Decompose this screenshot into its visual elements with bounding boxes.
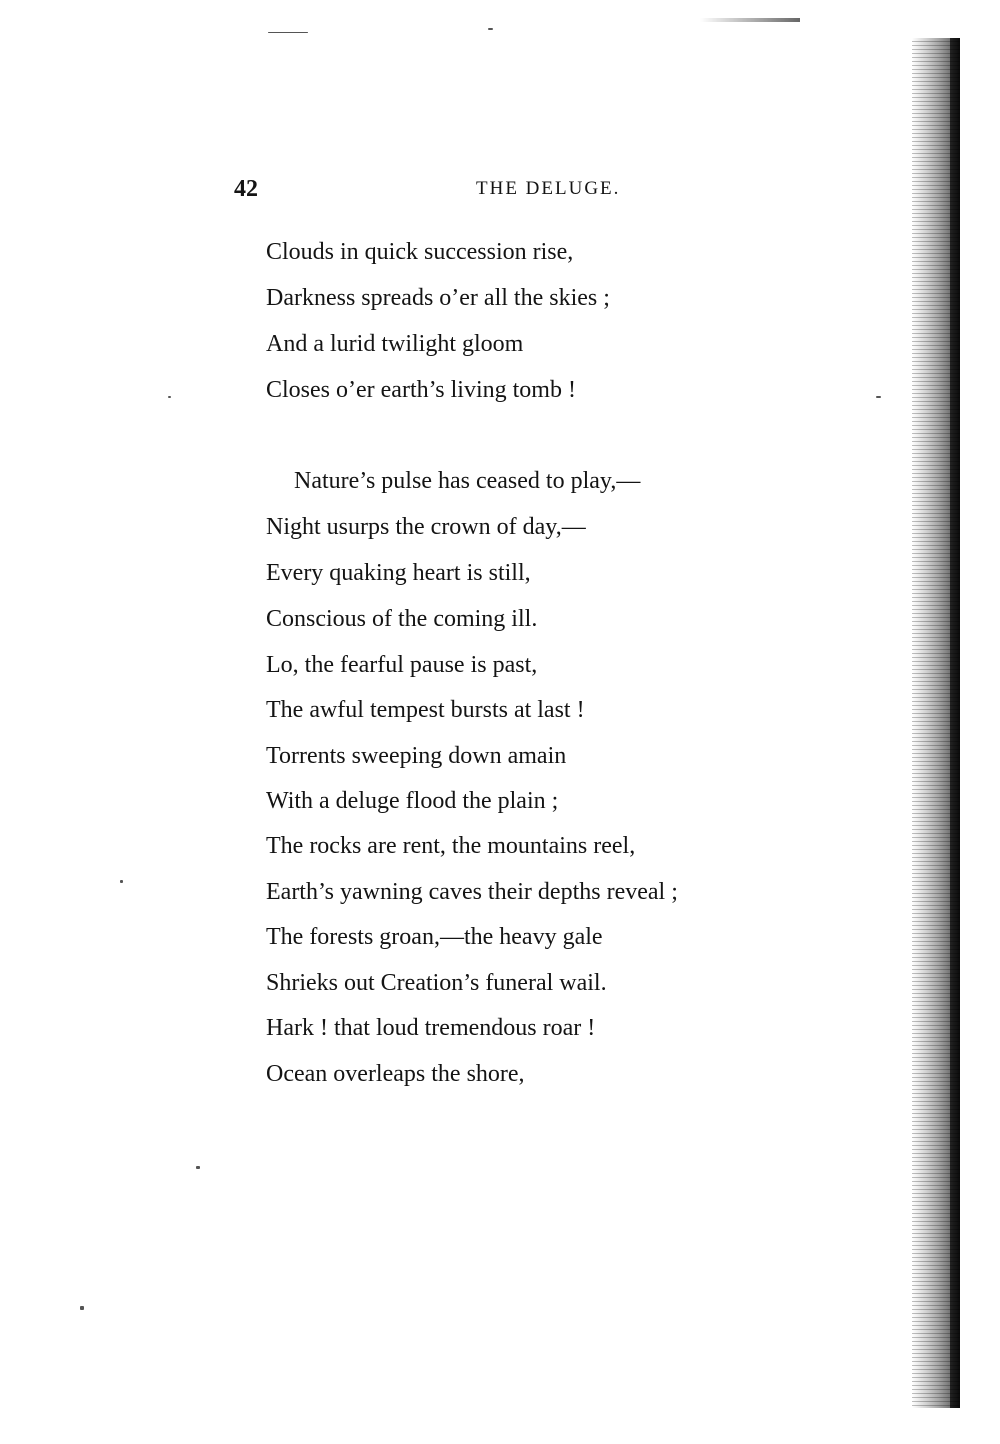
poem-line: With a deluge flood the plain ; (266, 788, 559, 814)
poem-line: The forests groan,—the heavy gale (266, 924, 603, 950)
poem-line: The awful tempest bursts at last ! (266, 697, 585, 723)
poem-line: Earth’s yawning caves their depths reveal ; (266, 879, 678, 905)
page-number: 42 (234, 176, 258, 202)
poem-line: Closes o’er earth’s living tomb ! (266, 377, 576, 403)
poem-line: Ocean overleaps the shore, (266, 1061, 525, 1087)
poem-line: Hark ! that loud tremendous roar ! (266, 1015, 596, 1041)
poem-line: Every quaking heart is still, (266, 560, 531, 586)
poem-line: Nature’s pulse has ceased to play,— (294, 468, 641, 494)
poem-line: Lo, the fearful pause is past, (266, 652, 538, 678)
poem-line: And a lurid twilight gloom (266, 331, 524, 357)
poem-line: Clouds in quick succession rise, (266, 239, 574, 265)
poem-line: Conscious of the coming ill. (266, 606, 538, 632)
poem-line: Torrents sweeping down amain (266, 743, 567, 769)
poem-line: The rocks are rent, the mountains reel, (266, 833, 636, 859)
poem-line: Darkness spreads o’er all the skies ; (266, 285, 610, 311)
poem-line: Night usurps the crown of day,— (266, 514, 586, 540)
poem-line: Shrieks out Creation’s funeral wail. (266, 970, 607, 996)
running-title: THE DELUGE. (476, 178, 621, 199)
